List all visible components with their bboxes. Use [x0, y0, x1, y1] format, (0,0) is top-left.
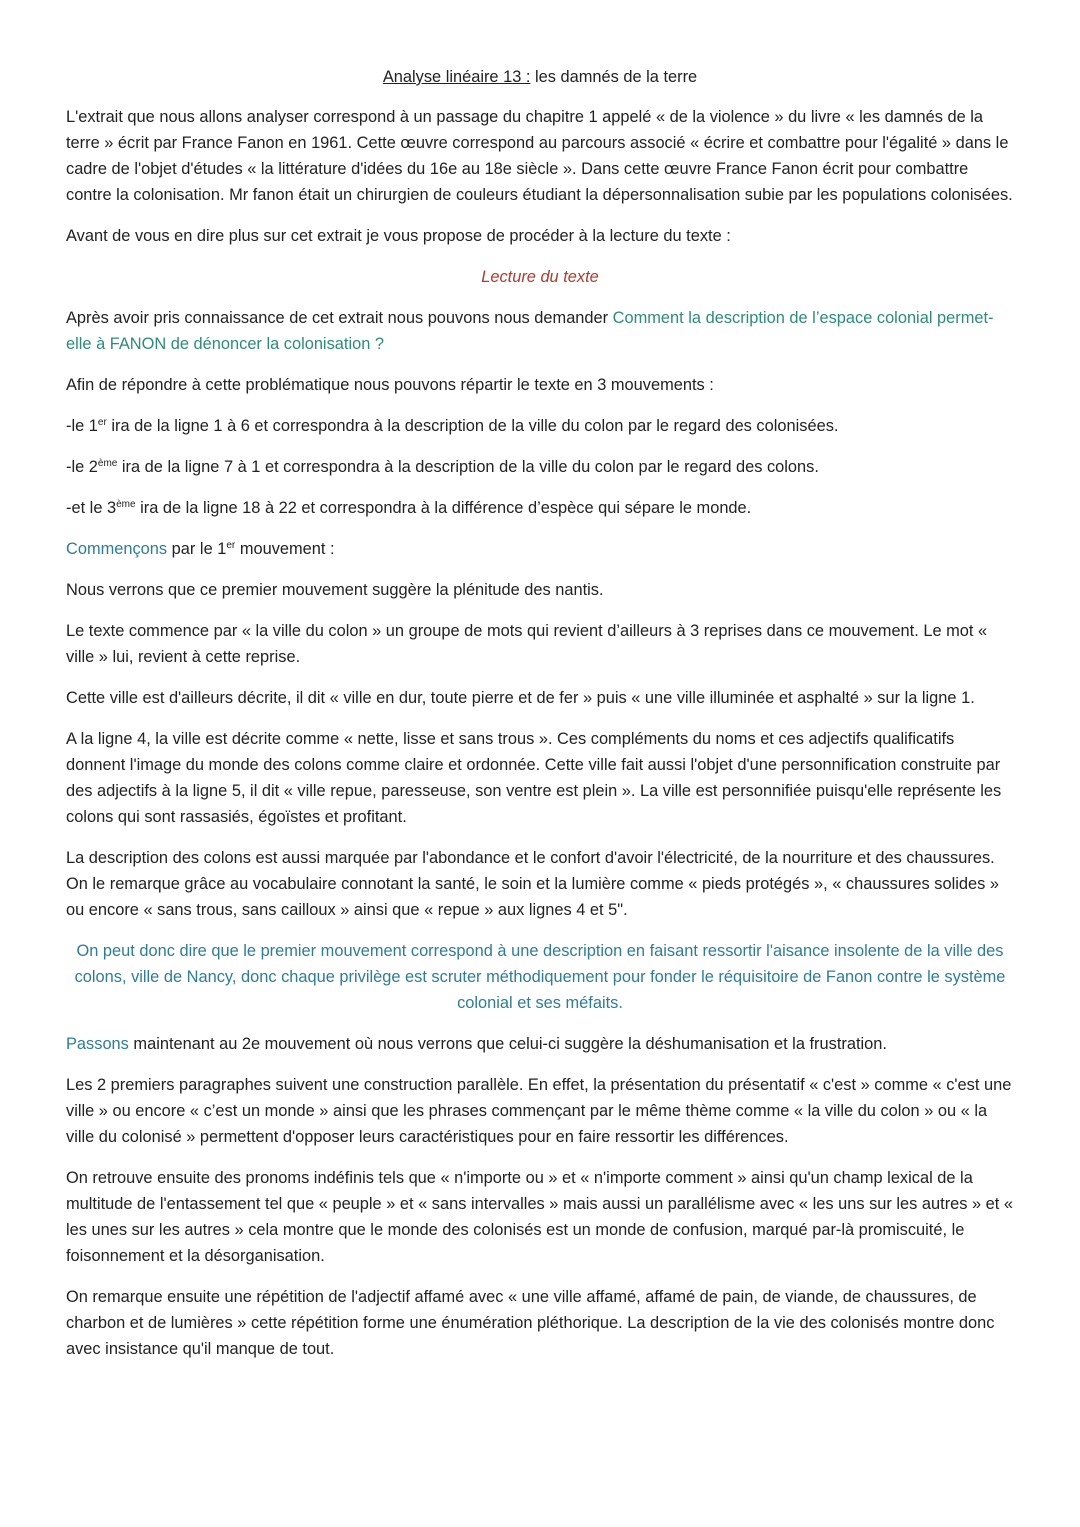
plan-intro: Afin de répondre à cette problématique nous pouvons répartir le texte en 3 mouvements :	[66, 376, 714, 394]
first-movement-heading	[66, 536, 1014, 562]
paragraph-1-1: Nous verrons que ce premier mouvement suggère la plénitude des nantis.	[66, 581, 604, 599]
title-underlined: Analyse linéaire 13 :	[382, 68, 531, 86]
problem-question: Comment la description de l’espace colonial permet-elle à FANON de dénoncer la colonisation ?	[66, 309, 994, 353]
movement-3-sup: ème	[116, 499, 136, 510]
movement-2-prefix: -le 2	[66, 458, 98, 476]
movement-2-text: ira de la ligne 7 à 1 et correspondra à la description de la ville du colon par le regard des colons.	[117, 458, 819, 476]
movement-1-sup: er	[97, 417, 107, 428]
document-title	[66, 64, 1014, 90]
movement-item-3	[66, 495, 1014, 521]
second-movement-heading	[66, 1031, 1014, 1057]
first-movement-sup: er	[226, 540, 236, 551]
paragraph-1-5: La description des colons est aussi marquée par l'abondance et le confort d'avoir l'électricité, de la nourriture et des chaussures. On le remarque grâce au vocabulaire connotant la santé, le soin et la lumière comme « pieds protégés », « chaussures solides » ou encore « sans trous, sans cailloux » ainsi que « repue » aux lignes 4 et 5".	[66, 849, 999, 919]
problem-lead: Après avoir pris connaissance de cet extrait nous pouvons nous demander	[66, 309, 613, 327]
reading-label: Lecture du texte	[481, 268, 599, 286]
paragraph-1-3: Cette ville est d'ailleurs décrite, il dit « ville en dur, toute pierre et de fer » puis « une ville illuminée et asphalté » sur la ligne 1.	[66, 689, 975, 707]
second-movement-text: maintenant au 2e mouvement où nous verrons que celui-ci suggère la déshumanisation et la frustration.	[128, 1035, 887, 1053]
paragraph-1-4: A la ligne 4, la ville est décrite comme « nette, lisse et sans trous ». Ces compléments du noms et ces adjectifs qualificatifs donnent l'image du monde des colons comme claire et ordonnée. Cette ville fait aussi l'objet d'une personnification construite par des adjectifs à la ligne 5, il dit « ville repue, paresseuse, son ventre est plein ». La ville est personnifiée puisqu'elle représente les colons qui sont rassasiés, égoïstes et profitant.	[66, 730, 1002, 826]
movement-3-text: ira de la ligne 18 à 22 et correspondra à la différence d’espèce qui sépare le monde.	[135, 499, 752, 517]
first-movement-lead: par le 1	[167, 540, 227, 558]
paragraph-2-2: On retrouve ensuite des pronoms indéfinis tels que « n'importe ou » et « n'importe comment » ainsi qu'un champ lexical de la multitude de l'entassement tel que « peuple » et « sans intervalles » mais aussi un parallélisme avec « les uns sur les autres » et « les unes sur les autres » cela montre que le monde des colonisés est un monde de confusion, marqué par-là promiscuité, le foisonnement et la désorganisation.	[66, 1169, 1014, 1265]
second-movement-keyword: Passons	[66, 1035, 129, 1053]
movement-item-1	[66, 413, 1014, 439]
problem-paragraph	[66, 305, 1014, 357]
movement-item-2	[66, 454, 1014, 480]
intro-paragraph: L'extrait que nous allons analyser correspond à un passage du chapitre 1 appelé « de la violence » du livre « les damnés de la terre » écrit par France Fanon en 1961. Cette œuvre correspond au parcours associé « écrire et combattre pour l'égalité » dans le cadre de l'objet d'études « la littérature d'idées du 16e au 18e siècle ». Dans cette œuvre France Fanon écrit pour combattre contre la colonisation. Mr fanon était un chirurgien de couleurs étudiant la dépersonnalisation subie par les populations colonisées.	[66, 108, 1013, 204]
conclusion-first-movement: On peut donc dire que le premier mouvement correspond à une description en faisant ressortir l'aisance insolente de la ville des colons, ville de Nancy, donc chaque privilège est scruter méthodiquement pour fonder le réquisitoire de Fanon contre le système colonial et ses méfaits.	[74, 942, 1006, 1012]
movement-2-sup: ème	[97, 458, 118, 469]
movement-3-prefix: -et le 3	[66, 499, 117, 517]
movement-1-prefix: -le 1	[66, 417, 98, 435]
paragraph-1-2: Le texte commence par « la ville du colon » un groupe de mots qui revient d’ailleurs à 3 reprises dans ce mouvement. Le mot « ville » lui, revient à cette reprise.	[66, 622, 988, 666]
before-reading-paragraph: Avant de vous en dire plus sur cet extrait je vous propose de procéder à la lecture du texte :	[66, 227, 731, 245]
first-movement-tail: mouvement :	[235, 540, 335, 558]
paragraph-2-1: Les 2 premiers paragraphes suivent une construction parallèle. En effet, la présentation du présentatif « c'est » comme « c'est une ville » ou encore « c’est un monde » ainsi que les phrases commençant par le même thème comme « la ville du colon » ou « la ville du colonisé » permettent d'opposer leurs caractéristiques pour en faire ressortir les différences.	[66, 1076, 1012, 1146]
paragraph-2-3: On remarque ensuite une répétition de l'adjectif affamé avec « une ville affamé, affamé de pain, de viande, de chaussures, de charbon et de lumières » cette répétition forme une énumération pléthorique. La description de la vie des colonisés montre donc avec insistance qu'il manque de tout.	[66, 1288, 995, 1358]
title-rest: les damnés de la terre	[530, 68, 698, 86]
first-movement-keyword: Commençons	[66, 540, 168, 558]
movement-1-text: ira de la ligne 1 à 6 et correspondra à la description de la ville du colon par le regard des colonisées.	[106, 417, 839, 435]
